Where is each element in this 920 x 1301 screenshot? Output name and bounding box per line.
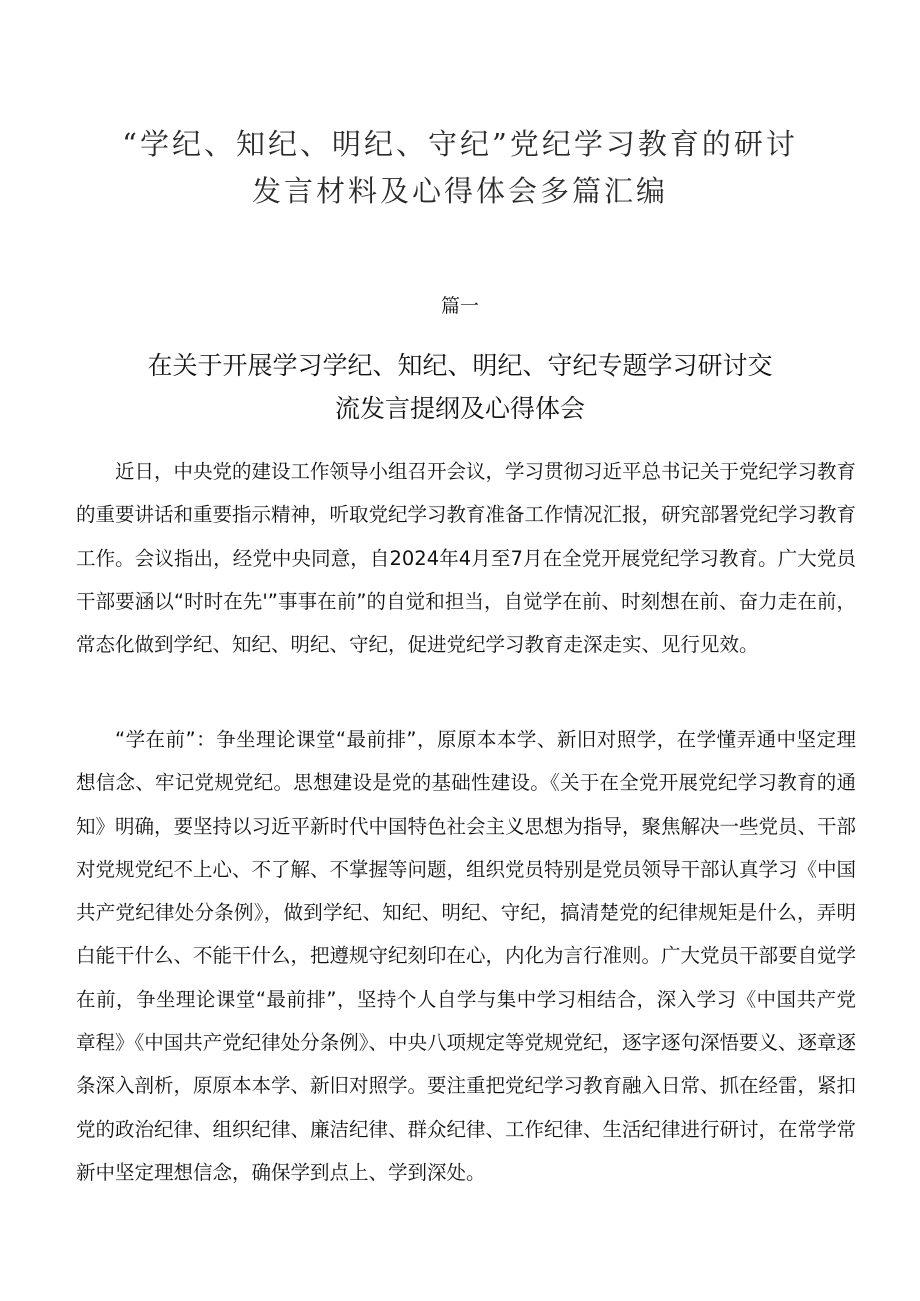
section-title-line-1: 在关于开展学习学纪、知纪、明纪、守纪专题学习研讨交	[147, 351, 773, 380]
paragraph-1: 近日，中央党的建设工作领导小组召开会议，学习贯彻习近平总书记关于党纪学习教育的重要讲话和重要指示精神，听取党纪学习教育准备工作情况汇报，研究部署党纪学习教育工作。会议指出，经党中央同意，自2024年4月至7月在全党开展党纪学习教育。广大党员干部要涵以“时时在先'”事事在前”的自觉和担当，自觉学在前、时刻想在前、奋力走在前，常态化做到学纪、知纪、明纪、守纪，促进党纪学习教育走深走实、见行见效。	[76, 460, 857, 657]
document-title-line-2: 发言材料及心得体会多篇汇编	[251, 174, 668, 208]
document-title-line-1: “学纪、知纪、明纪、守纪”党纪学习教育的研讨	[122, 127, 798, 161]
section-label: 篇一	[440, 295, 479, 317]
paragraph-2: “学在前”：争坐理论课堂“最前排”，原原本本学、新旧对照学，在学懂弄通中坚定理想信念、牢记党规党纪。思想建设是党的基础性建设。《关于在全党开展党纪学习教育的通知》明确，要坚持以习近平新时代中国特色社会主义思想为指导，聚焦解决一些党员、干部对党规党纪不上心、不了解、不掌握等问题，组织党员特别是党员领导干部认真学习《中国共产党纪律处分条例》，做到学纪、知纪、明纪、守纪，搞清楚党的纪律规矩是什么，弄明白能干什么、不能干什么，把遵规守纪刻印在心，内化为言行准则。广大党员干部要自觉学在前，争坐理论课堂“最前排”，坚持个人自学与集中学习相结合，深入学习《中国共产党章程》《中国共产党纪律处分条例》、中央八项规定等党规党纪，逐字逐句深悟要义、逐章逐条深入剖析，原原本本学、新旧对照学。要注重把党纪学习教育融入日常、抓在经雷，紧扣党的政治纪律、组织纪律、廉洁纪律、群众纪律、工作纪律、生活纪律进行研讨，在常学常新中坚定理想信念，确保学到点上、学到深处。	[76, 728, 857, 1184]
section-title-line-2: 流发言提纲及心得体会	[334, 394, 585, 423]
